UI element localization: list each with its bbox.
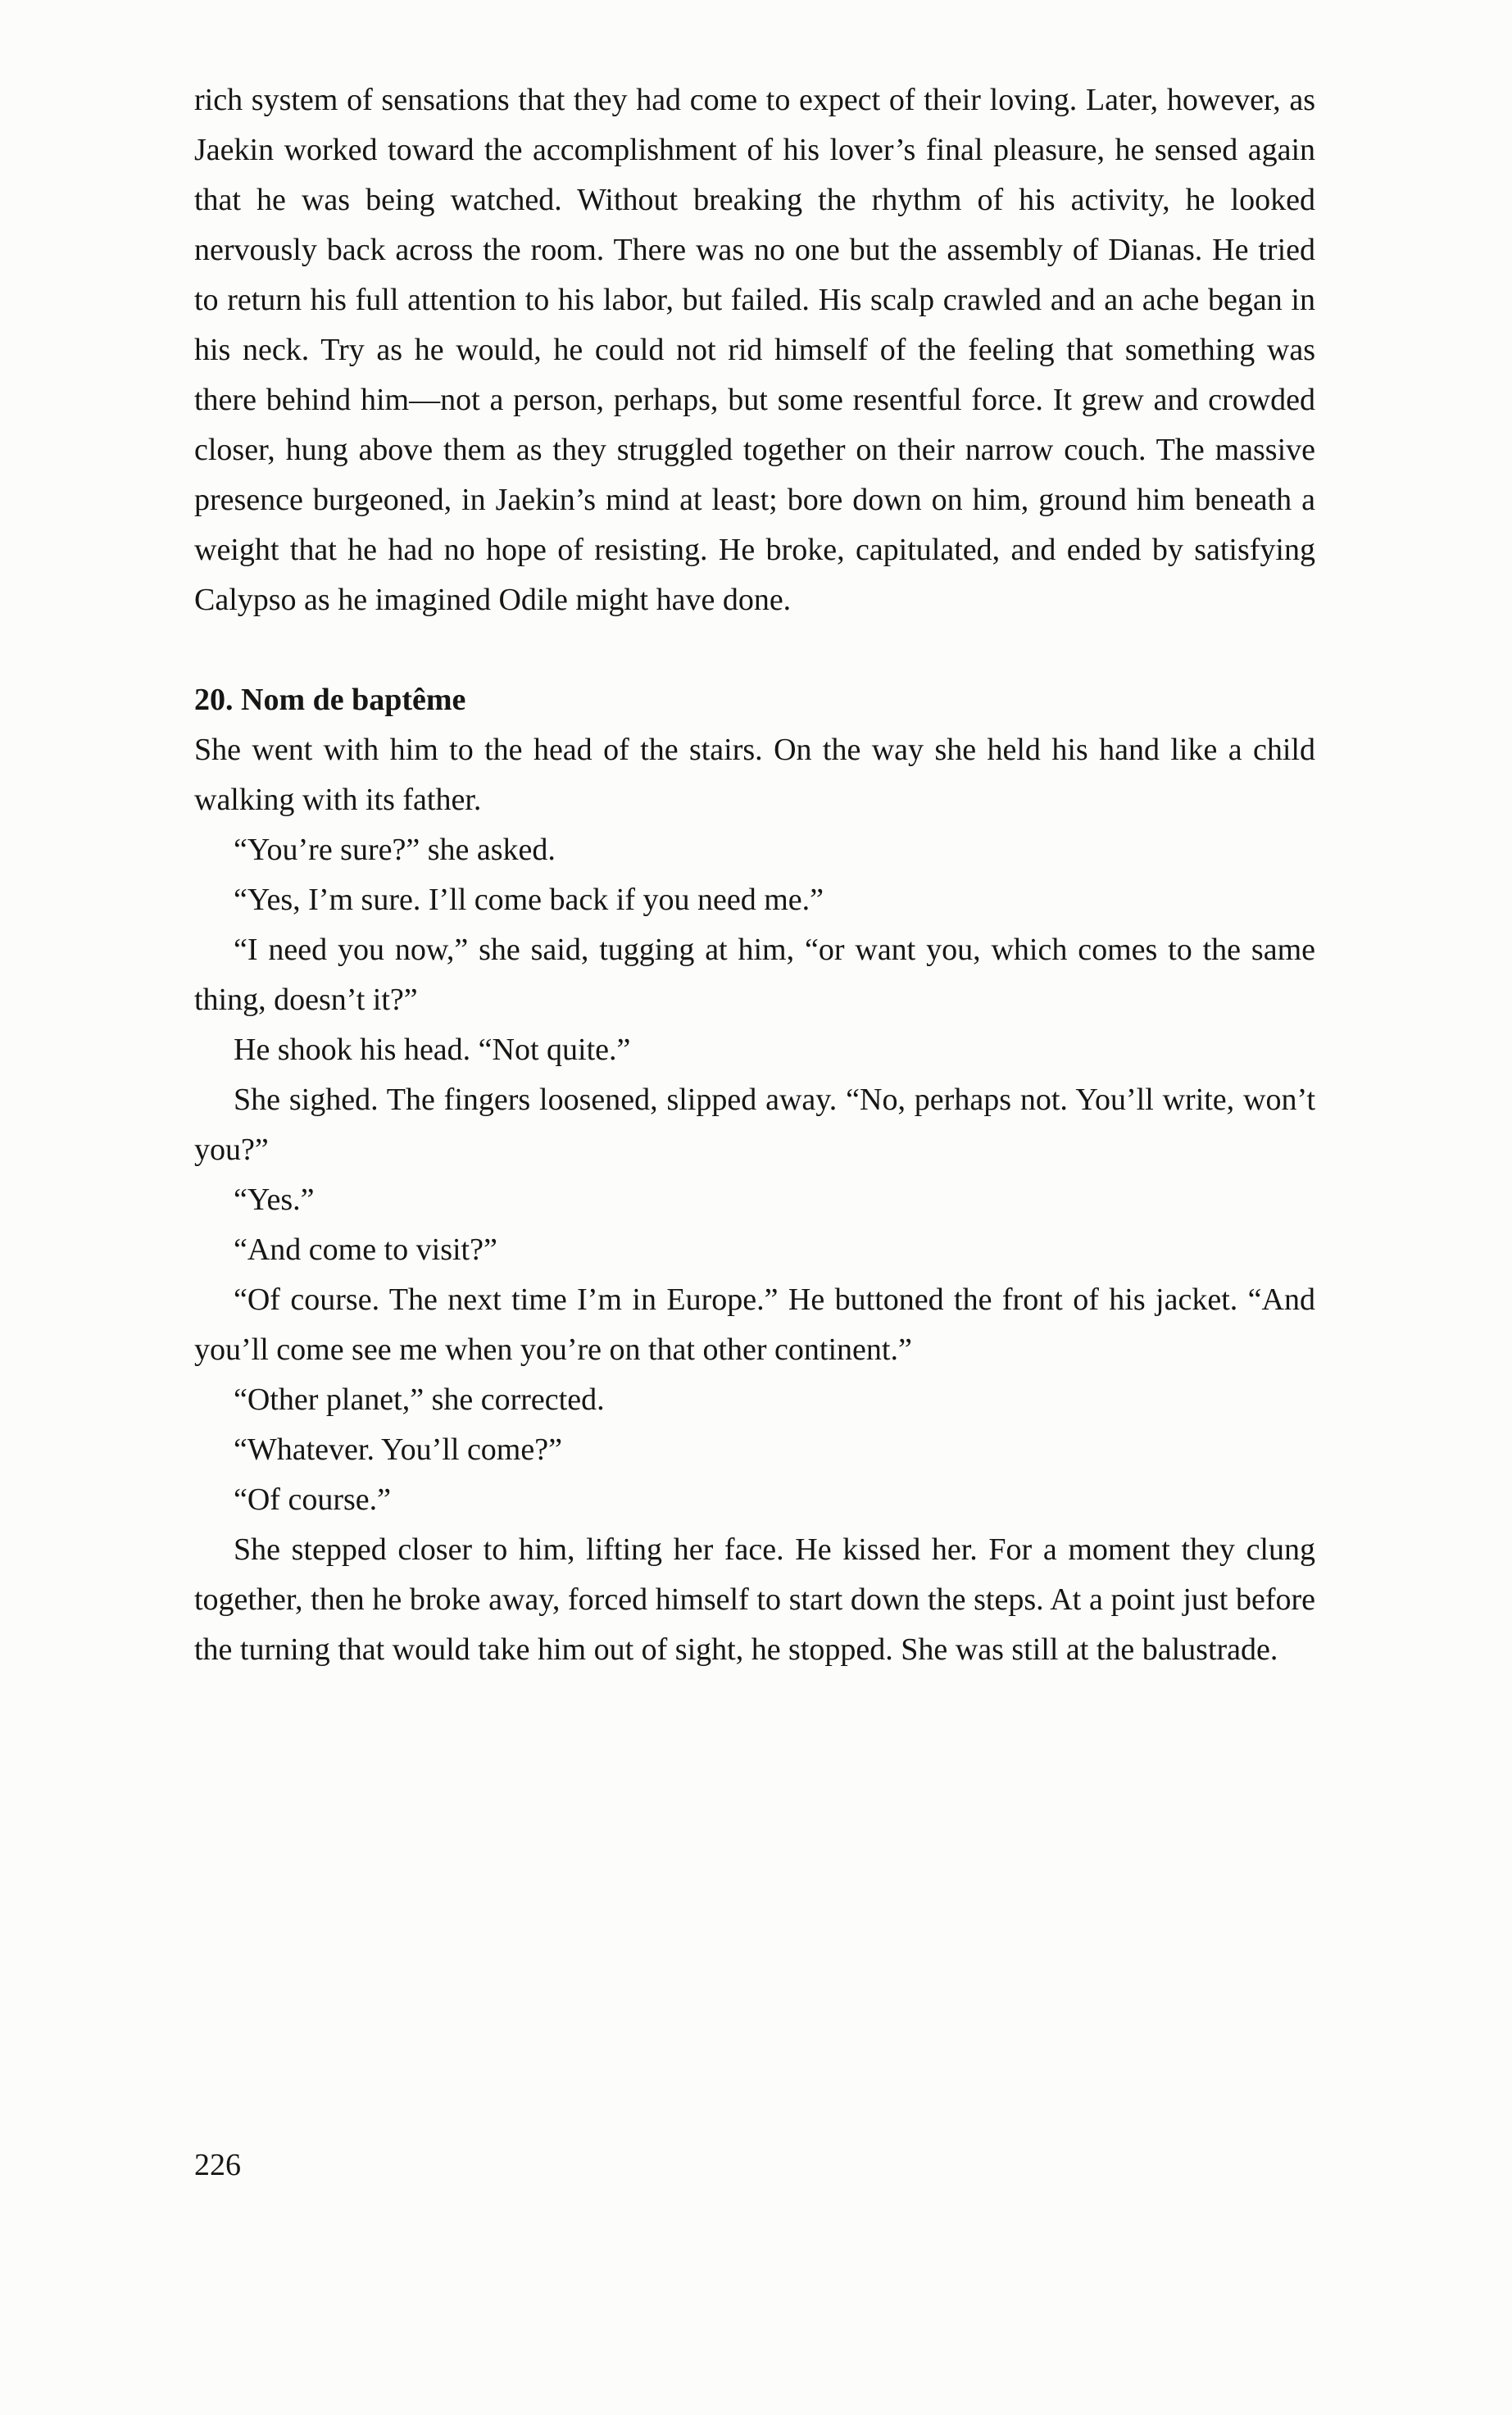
dialogue-line: He shook his head. “Not quite.” [234,1033,631,1067]
paragraph: She went with him to the head of the stairs. On the way she held his hand like a child walking with its father. [194,733,1315,817]
dialogue-line: “I need you now,” she said, tugging at him, “or want you, which comes to the same thing, doesn’t it?” [194,933,1315,1017]
dialogue-line: “Of course. The next time I’m in Europe.” He buttoned the front of his jacket. “And you’ll come see me when you’re on that other continent.” [194,1282,1315,1367]
dialogue-line: “You’re sure?” she asked. [234,833,556,867]
page-number: 226 [194,2148,241,2182]
paragraph-continuation: rich system of sensations that they had come to expect of their loving. Later, however, as Jaekin worked toward the accomplishment of his lover’s final pleasure, he sensed again that he was being watched. Without breaking the rhythm of his activity, he looked nervously back across the room. There was no one but the assembly of Dianas. He tried to return his full attention to his labor, but failed. His scalp crawled and an ache began in his neck. Try as he would, he could not rid himself of the feeling that something was there behind him—not a person, perhaps, but some resentful force. It grew and crowded closer, hung above them as they struggled together on their narrow couch. The massive presence burgeoned, in Jaekin’s mind at least; bore down on him, ground him beneath a weight that he had no hope of resisting. He broke, capitulated, and ended by satisfying Calypso as he imagined Odile might have done. [194,83,1315,617]
dialogue-line: “Whatever. You’ll come?” [234,1432,562,1467]
section-heading: 20. Nom de baptême [194,683,466,717]
paragraph-closing: She stepped closer to him, lifting her face. He kissed her. For a moment they clung together, then he broke away, forced himself to start down the steps. At a point just before the turning that would take him out of sight, he stopped. She was still at the balustrade. [194,1532,1315,1667]
dialogue-line: “Yes, I’m sure. I’ll come back if you need me.” [234,883,824,917]
dialogue-line: “Other planet,” she corrected. [234,1382,605,1417]
dialogue-line: “And come to visit?” [234,1232,497,1267]
dialogue-line: She sighed. The fingers loosened, slipped away. “No, perhaps not. You’ll write, won’t you?” [194,1083,1315,1167]
text-block [194,75,1315,1675]
dialogue-line: “Yes.” [234,1183,315,1217]
dialogue-line: “Of course.” [234,1482,392,1517]
